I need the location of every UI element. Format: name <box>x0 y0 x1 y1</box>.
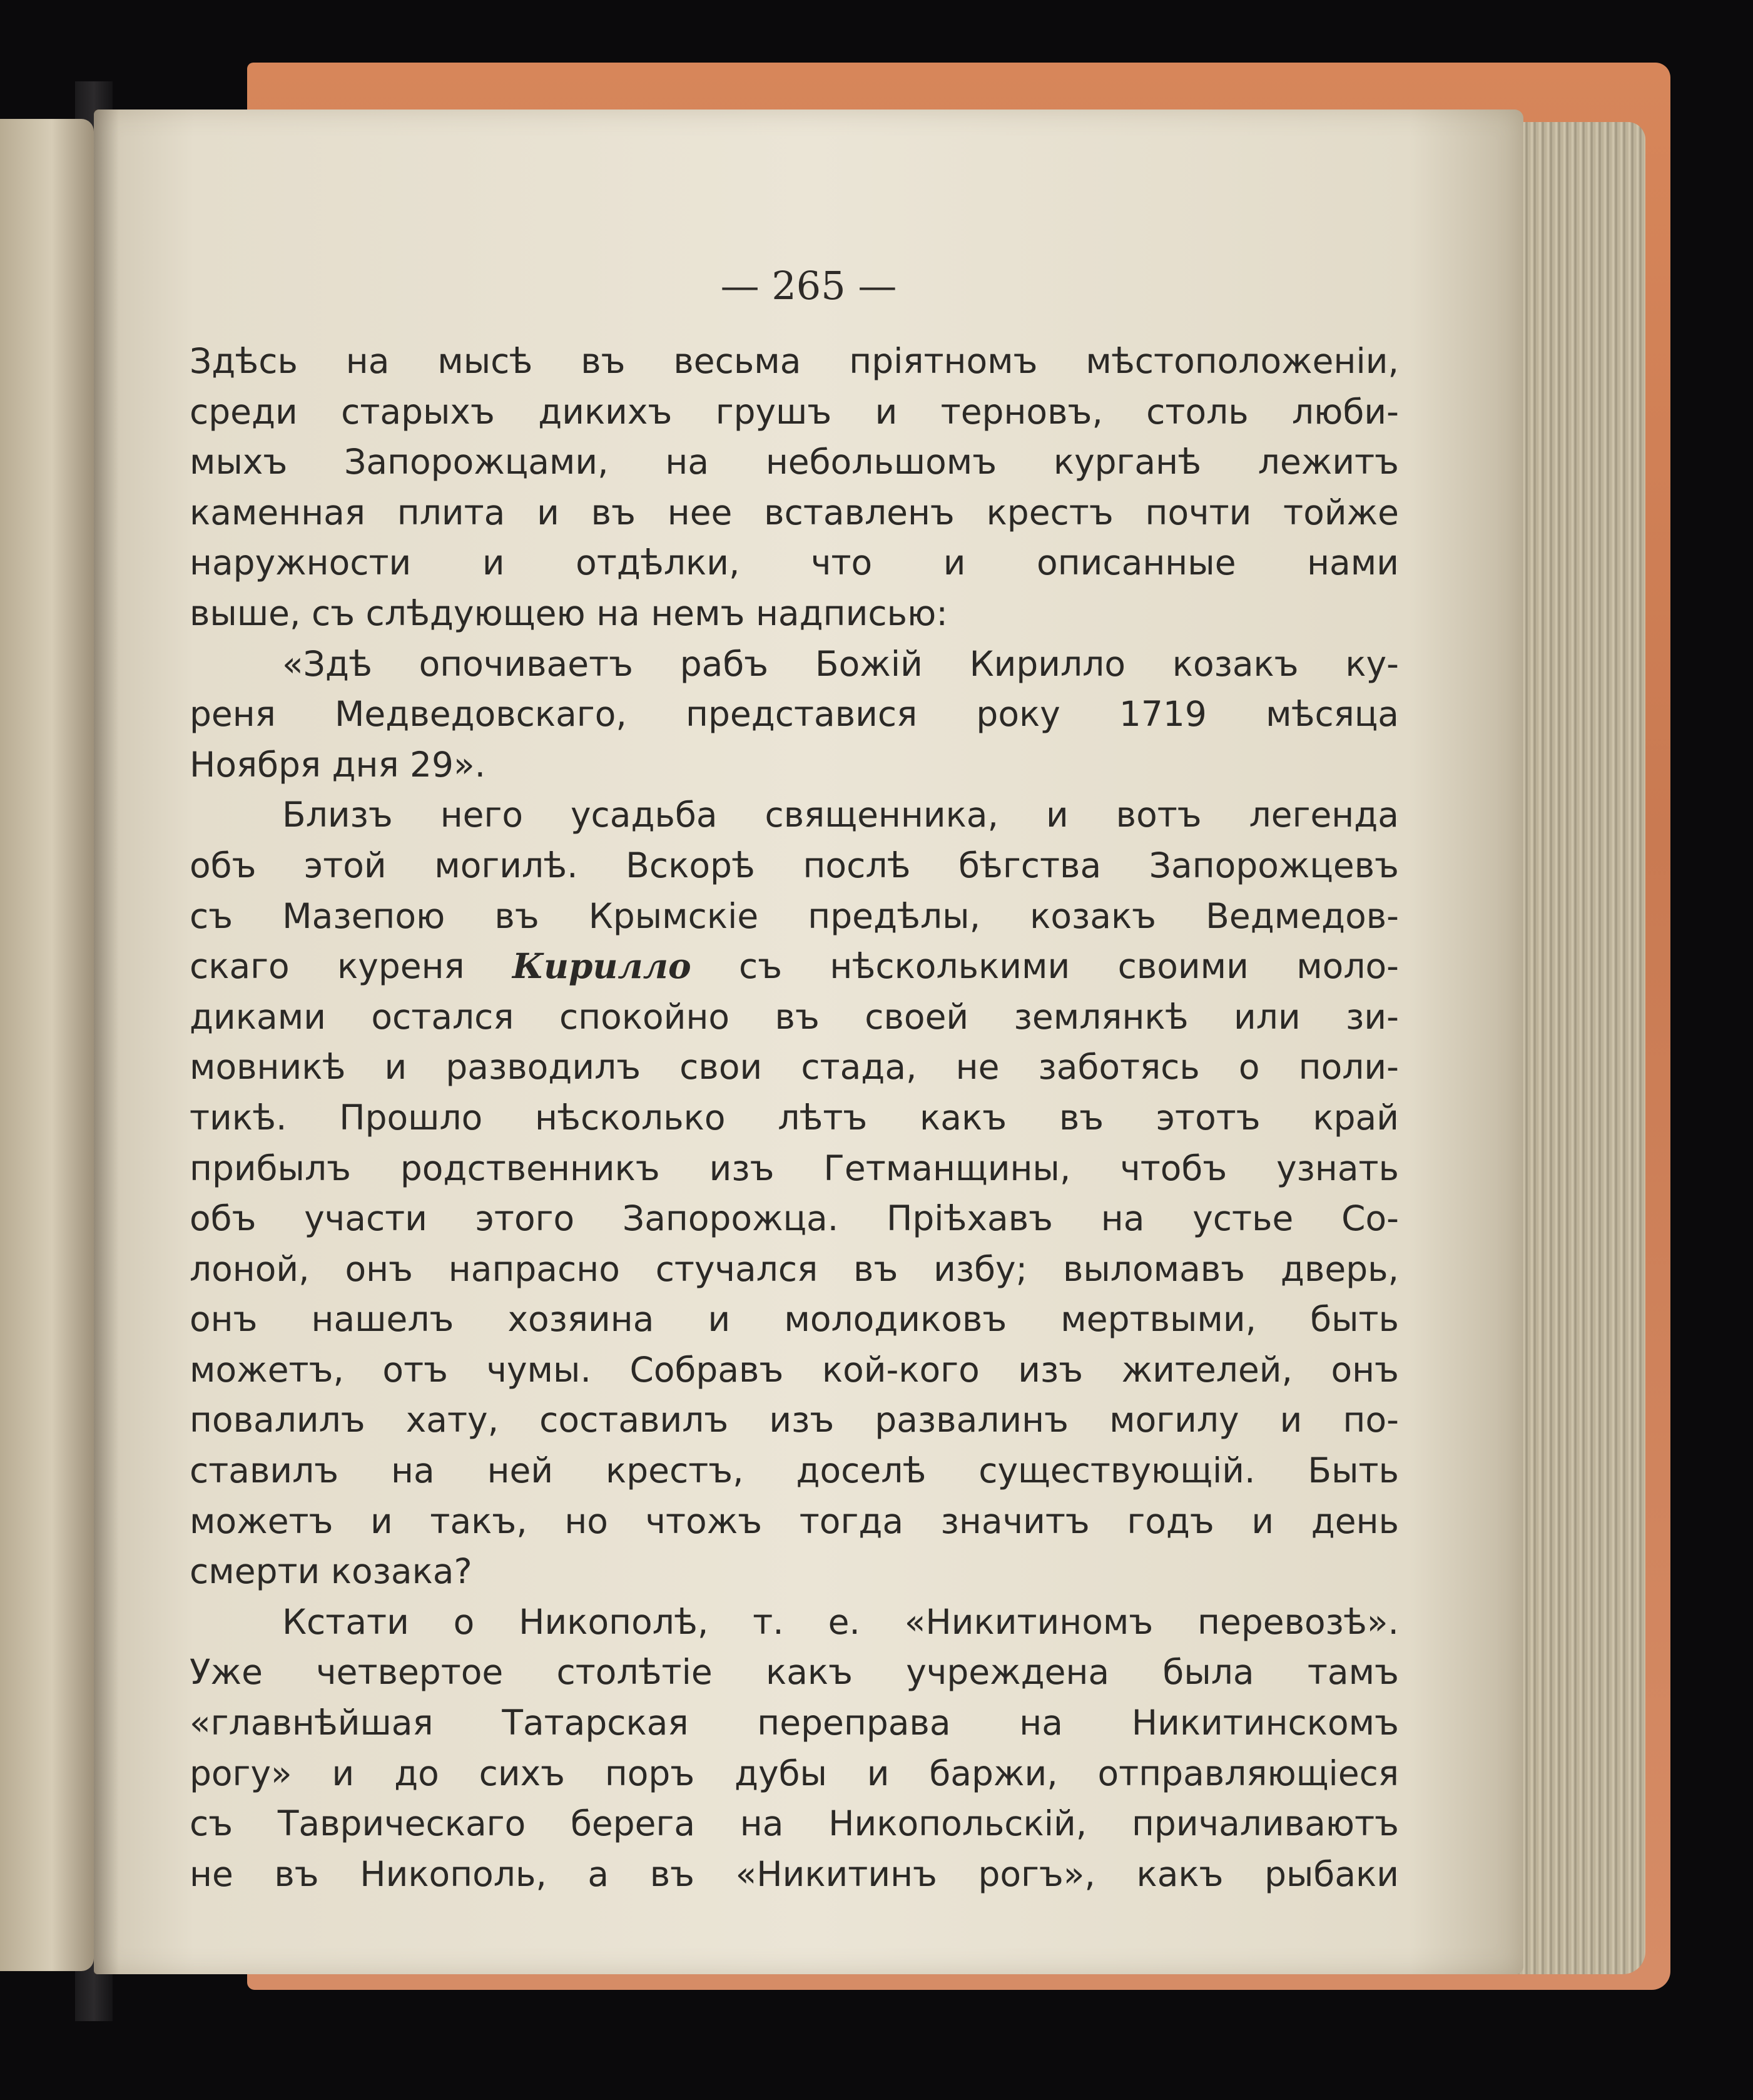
text-segment: съ нѣсколькими своими моло- <box>691 946 1399 987</box>
text-line: рогу» и до сихъ поръ дубы и баржи, отправляющіеся <box>190 1753 1399 1793</box>
text-line: Здѣсь на мысѣ въ весьма пріятномъ мѣстоположеніи, <box>190 341 1399 381</box>
text-line: лоной, онъ напрасно стучался въ избу; выломавъ дверь, <box>190 1248 1399 1289</box>
left-page-edge <box>0 119 94 1971</box>
text-line: Близъ него усадьба священника, и вотъ легенда <box>282 795 1399 835</box>
page-edges <box>1505 122 1645 1974</box>
text-line: можетъ, отъ чумы. Собравъ кой-кого изъ жителей, онъ <box>190 1349 1399 1390</box>
text-line: прибылъ родственникъ изъ Гетманщины, чтобъ узнать <box>190 1148 1399 1188</box>
text-line: диками остался спокойно въ своей землянкѣ или зи- <box>190 996 1399 1037</box>
text-line: «Здѣ опочиваетъ рабъ Божій Кирилло козакъ ку- <box>282 643 1399 684</box>
text-line: объ участи этого Запорожца. Пріѣхавъ на устье Со- <box>190 1198 1399 1239</box>
text-line: съ Мазепою въ Крымскіе предѣлы, козакъ Ведмедов- <box>190 895 1399 936</box>
text-line: повалилъ хату, составилъ изъ развалинъ могилу и по- <box>190 1400 1399 1440</box>
text-line: каменная плита и въ нее вставленъ крестъ почти тойже <box>190 492 1399 533</box>
text-line: смерти козака? <box>190 1551 472 1592</box>
page-number: — 265 — <box>720 263 897 308</box>
text-line: тикѣ. Прошло нѣсколько лѣтъ какъ въ этотъ край <box>190 1097 1399 1138</box>
text-line: выше, съ слѣдующею на немъ надписью: <box>190 593 948 633</box>
text-line: съ Таврическаго берега на Никопольскій, причаливаютъ <box>190 1803 1399 1844</box>
text-line: можетъ и такъ, но чтожъ тогда значитъ годъ и день <box>190 1501 1399 1541</box>
text-line: Кстати о Никополѣ, т. е. «Никитиномъ перевозѣ». <box>282 1601 1399 1642</box>
text-line <box>190 941 1399 992</box>
book-page <box>94 110 1523 1974</box>
text-line: мовникѣ и разводилъ свои стада, не заботясь о поли- <box>190 1047 1399 1088</box>
page-text <box>190 336 1399 1899</box>
italic-name: Кирилло <box>512 946 691 987</box>
text-line: мыхъ Запорожцами, на небольшомъ курганѣ лежитъ <box>190 442 1399 482</box>
text-segment: скаго куреня <box>190 946 512 987</box>
text-line: объ этой могилѣ. Вскорѣ послѣ бѣгства Запорожцевъ <box>190 845 1399 885</box>
text-line: «главнѣйшая Татарская переправа на Никитинскомъ <box>190 1703 1399 1743</box>
text-line: наружности и отдѣлки, что и описанные нами <box>190 543 1399 583</box>
text-line: Уже четвертое столѣтіе какъ учреждена была тамъ <box>190 1652 1399 1693</box>
text-line: не въ Никополь, а въ «Никитинъ рогъ», какъ рыбаки <box>190 1853 1399 1894</box>
text-line: реня Медведовскаго, представися року 1719 мѣсяца <box>190 694 1399 735</box>
text-line: среди старыхъ дикихъ грушъ и терновъ, столь люби- <box>190 391 1399 432</box>
text-line: ставилъ на ней крестъ, доселѣ существующій. Быть <box>190 1450 1399 1491</box>
text-line: Ноября дня 29». <box>190 744 486 785</box>
text-line: онъ нашелъ хозяина и молодиковъ мертвыми, быть <box>190 1299 1399 1340</box>
spine-shadow <box>94 110 119 1974</box>
